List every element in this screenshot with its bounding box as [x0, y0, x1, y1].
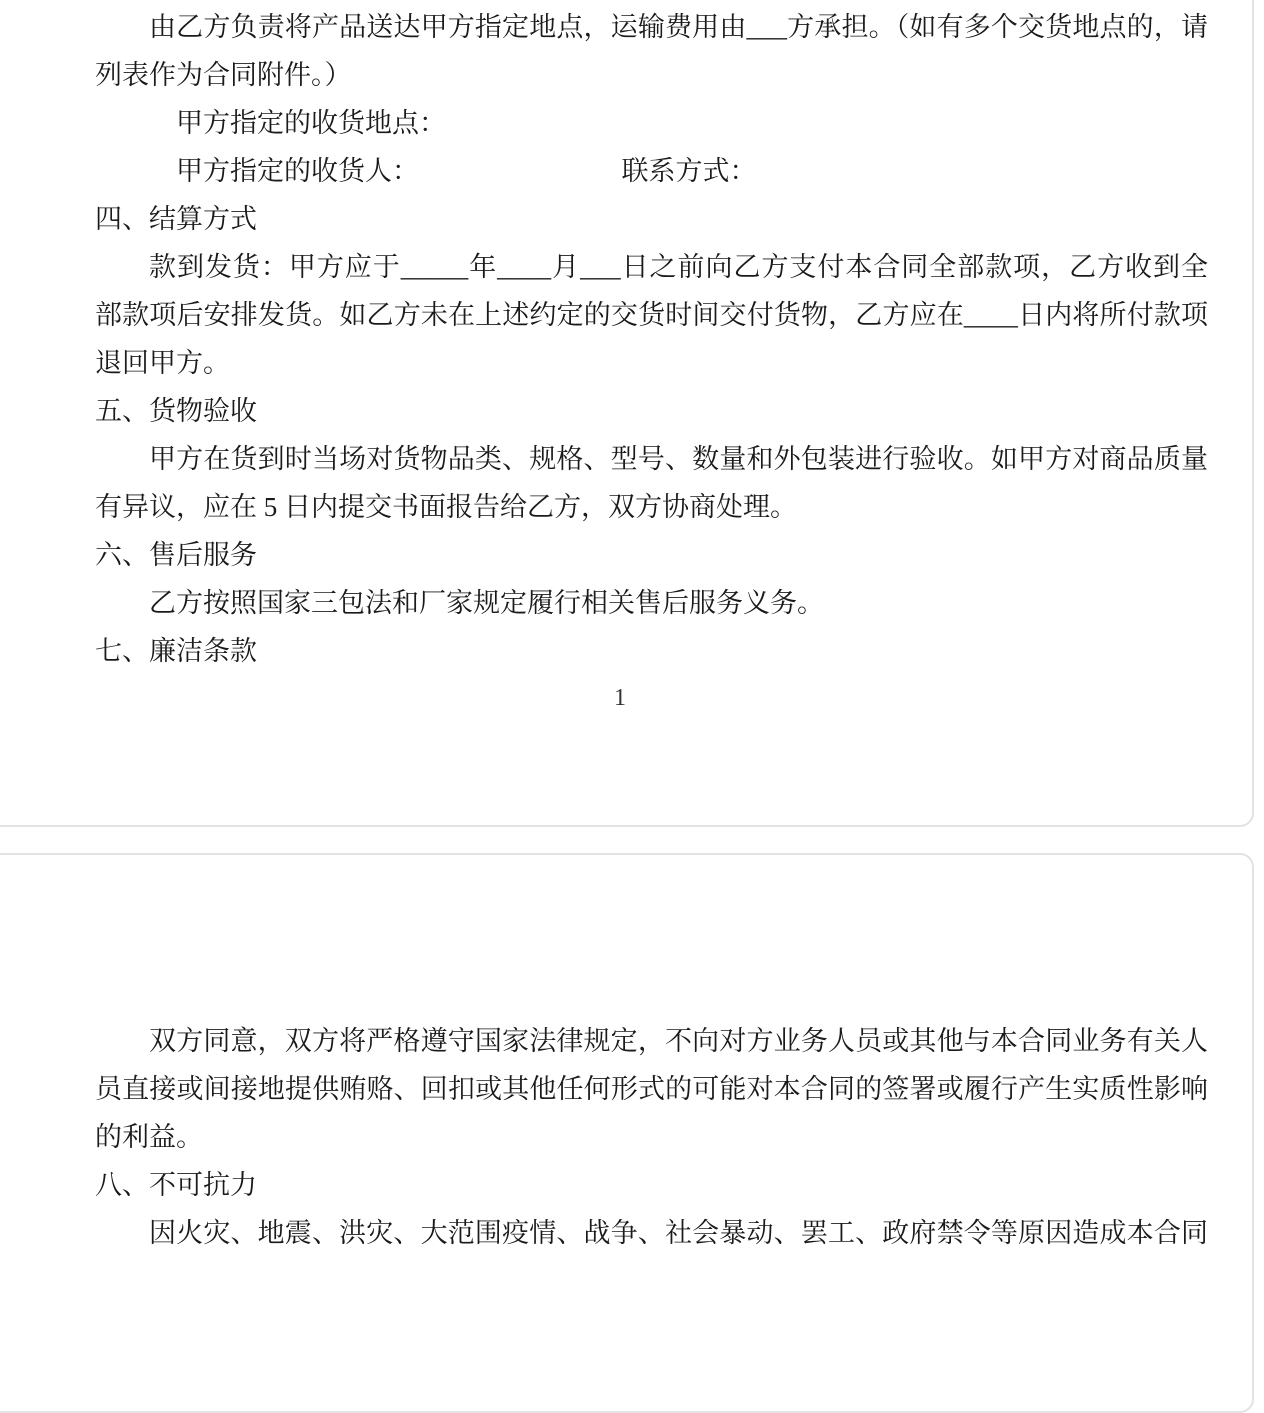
- text-line: 八、不可抗力: [95, 1170, 257, 1200]
- text-line: 四、结算方式: [95, 204, 257, 234]
- text-line: 款到发货：甲方应于_____年____月___日之前向乙方支付本合同全部款项，乙方收到全: [149, 252, 1208, 282]
- text-line: 的利益。: [95, 1122, 203, 1152]
- text-line: 五、货物验收: [95, 396, 257, 426]
- text-line: 列表作为合同附件。）: [95, 60, 352, 90]
- page-2-text: [95, 1017, 1208, 1257]
- text-line: 有异议，应在 5 日内提交书面报告给乙方，双方协商处理。: [95, 492, 797, 522]
- text-line: 由乙方负责将产品送达甲方指定地点，运输费用由___方承担。（如有多个交货地点的，请: [149, 12, 1208, 42]
- text-line: 六、售后服务: [95, 540, 257, 570]
- text-line: 七、廉洁条款: [95, 636, 257, 666]
- page-2: [0, 853, 1254, 1413]
- text-line: 甲方指定的收货地点：: [176, 108, 446, 138]
- page-1-text: [95, 3, 1208, 675]
- text-line: 甲方在货到时当场对货物品类、规格、型号、数量和外包装进行验收。如甲方对商品质量: [149, 444, 1208, 474]
- text-line: 双方同意，双方将严格遵守国家法律规定，不向对方业务人员或其他与本合同业务有关人: [149, 1026, 1208, 1056]
- text-line: 部款项后安排发货。如乙方未在上述约定的交货时间交付货物，乙方应在____日内将所付款项: [95, 300, 1208, 330]
- text-line: 因火灾、地震、洪灾、大范围疫情、战争、社会暴动、罢工、政府禁令等原因造成本合同: [149, 1218, 1208, 1248]
- text-line: 退回甲方。: [95, 348, 230, 378]
- text-line: 员直接或间接地提供贿赂、回扣或其他任何形式的可能对本合同的签署或履行产生实质性影响: [95, 1074, 1208, 1104]
- text-line: 乙方按照国家三包法和厂家规定履行相关售后服务义务。: [149, 588, 824, 618]
- text-line: 甲方指定的收货人： 联系方式：: [176, 156, 757, 186]
- page-1-number: 1: [614, 685, 626, 711]
